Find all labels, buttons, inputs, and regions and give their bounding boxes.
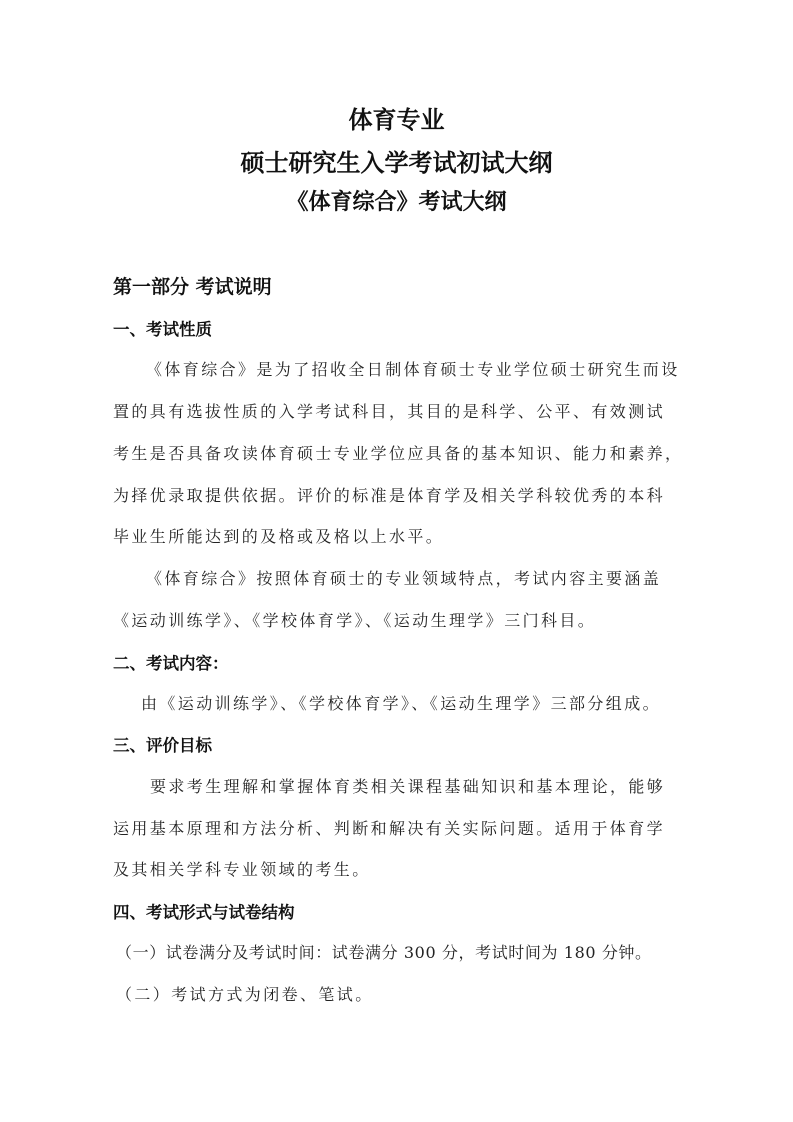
section-heading-3: 三、评价目标 xyxy=(113,736,212,755)
paragraph-line: 为择优录取提供依据。评价的标准是体育学及相关学科较优秀的本科 xyxy=(113,486,666,505)
paragraph-line: 《体育综合》是为了招收全日制体育硕士专业学位硕士研究生而设 xyxy=(146,360,680,379)
paragraph-line: 要求考生理解和掌握体育类相关课程基础知识和基本理论，能够 xyxy=(150,777,666,796)
paragraph-line: 考生是否具备攻读体育硕士专业学位应具备的基本知识、能力和素养， xyxy=(113,444,684,463)
part-heading: 第一部分 考试说明 xyxy=(113,276,272,298)
title-line-1: 体育专业 xyxy=(348,106,445,134)
paragraph-line: 运用基本原理和方法分析、判断和解决有关实际问题。适用于体育学 xyxy=(113,819,666,838)
paragraph-line: 《体育综合》按照体育硕士的专业领域特点，考试内容主要涵盖 xyxy=(146,569,662,588)
title-line-2: 硕士研究生入学考试初试大纲 xyxy=(240,149,553,177)
paragraph-line: 由《运动训练学》、《学校体育学》、《运动生理学》三部分组成。 xyxy=(141,694,662,713)
paragraph-line: （二）考试方式为闭卷、笔试。 xyxy=(116,985,374,1004)
section-heading-1: 一、考试性质 xyxy=(113,320,212,339)
section-heading-4: 四、考试形式与试卷结构 xyxy=(113,903,295,922)
paragraph-line: 《运动训练学》、《学校体育学》、《运动生理学》三门科目。 xyxy=(113,611,597,630)
paragraph-line: 置的具有选拔性质的入学考试科目，其目的是科学、公平、有效测试 xyxy=(113,402,666,421)
section-heading-2: 二、考试内容： xyxy=(113,654,229,673)
paragraph-line: （一）试卷满分及考试时间：试卷满分 300 分，考试时间为 180 分钟。 xyxy=(116,943,652,962)
paragraph-line: 毕业生所能达到的及格或及格以上水平。 xyxy=(113,527,445,546)
title-line-3: 《体育综合》考试大纲 xyxy=(286,190,507,215)
paragraph-line: 及其相关学科专业领域的考生。 xyxy=(113,860,371,879)
